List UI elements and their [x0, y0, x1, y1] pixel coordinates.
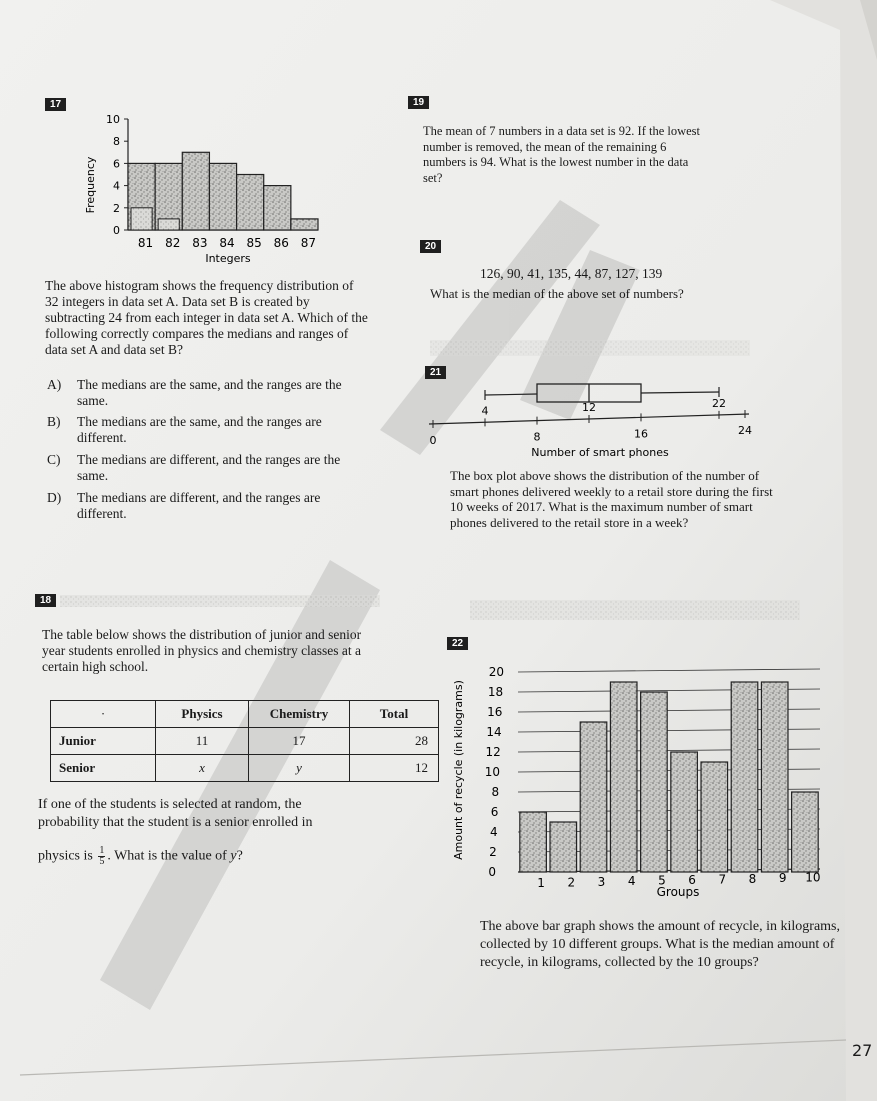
option-letter: D) [47, 490, 62, 505]
histogram-ytick-label: 10 [106, 113, 120, 126]
recycle-ytick-label: 18 [487, 685, 504, 699]
q18-question-prefix: physics is [38, 848, 93, 864]
histogram-xtick-label: 82 [165, 236, 181, 250]
cell-junior-chemistry: 17 [249, 728, 350, 755]
option-letter: C) [47, 452, 61, 467]
q20-stem: What is the median of the above set of numbers? [430, 286, 684, 301]
recycle-xtick-label: 7 [718, 872, 727, 887]
q21-stem: The box plot above shows the distribution of the number of smart phones delivered weekly to a retail store during the first 10 weeks of 2017. What is the maximum number of smart phones delivered to the retail store in a week? [450, 468, 773, 530]
recycle-bar-group-4 [610, 682, 637, 872]
recycle-bar-group-10 [792, 792, 819, 872]
boxplot-tick-label: 0 [429, 434, 437, 447]
recycle-xtick-label: 8 [748, 871, 757, 886]
q17-stem: The above histogram shows the frequency distribution of 32 integers in data set A. Data set B is created by subtracting 24 from each integer in data set A. Which of the following correctly compares the medians and ranges of data set A and data set B? [45, 278, 368, 357]
frequency-histogram [80, 105, 410, 275]
recycle-ytick-label: 16 [487, 705, 503, 719]
histogram-bar-86 [264, 186, 291, 230]
recycle-xtick-label: 3 [597, 874, 606, 889]
boxplot-tick-label: 4 [481, 404, 489, 418]
cell-senior-physics: x [156, 755, 249, 782]
q17-option-a[interactable] [47, 377, 367, 409]
recycle-bar-graph [448, 650, 828, 900]
q18-question-line-3 [38, 846, 398, 867]
histogram-bar-87 [291, 219, 318, 230]
cell-junior-total: 28 [350, 728, 439, 755]
histogram-ytick-label: 0 [113, 224, 120, 237]
recycle-bar-group-3 [580, 722, 607, 872]
histogram-xtick-label: 84 [219, 236, 235, 250]
boxplot-left-whisker [485, 394, 537, 395]
row-label-junior: Junior [51, 728, 156, 755]
page-number: 27 [852, 1041, 873, 1060]
histogram-xtick-label: 83 [192, 236, 208, 250]
recycle-bar-group-9 [761, 682, 788, 872]
histogram-ytick-label: 6 [113, 157, 120, 171]
recycle-xtick-label: 5 [658, 873, 666, 888]
option-text: The medians are different, and the ranges are different. [77, 490, 321, 521]
q18-question-end: ? [236, 848, 243, 864]
histogram-bar-83 [182, 152, 209, 230]
question-number-19: 19 [408, 96, 429, 109]
question-number-21: 21 [425, 366, 446, 379]
boxplot-tick-label: 24 [738, 424, 752, 437]
histogram-ytick-label: 2 [113, 201, 120, 215]
boxplot-tick-label: 16 [634, 427, 648, 441]
q18-question-line-2: probability that the student is a senior enrolled in [38, 815, 313, 830]
cell-senior-total: 12 [350, 755, 439, 782]
boxplot-tick-label: 8 [533, 430, 541, 444]
recycle-ytick-label: 2 [489, 845, 497, 859]
histogram-bar-84 [209, 163, 236, 230]
histogram-ytick-label: 4 [113, 179, 120, 193]
histogram-xtick-label: 87 [300, 236, 317, 250]
recycle-xtick-label: 6 [688, 873, 696, 887]
recycle-xtick-label: 1 [537, 876, 545, 890]
question-number-18: 18 [35, 594, 56, 607]
q19-stem: The mean of 7 numbers in a data set is 92. If the lowest number is removed, the mean of the remaining 6 numbers is 94. What is the lowest number in the data set? [423, 124, 701, 185]
recycle-bar-group-7 [701, 762, 728, 872]
recycle-ytick-label: 4 [489, 825, 498, 839]
q17-option-d[interactable] [47, 490, 367, 522]
fraction-denominator: 5 [99, 856, 105, 867]
header-physics: Physics [156, 701, 249, 728]
table-row-junior [51, 728, 439, 755]
table-corner-cell: · [51, 701, 156, 728]
recycle-ytick-label: 10 [484, 765, 500, 779]
recycle-ytick-label: 14 [486, 725, 502, 739]
option-letter: B) [47, 414, 61, 429]
boxplot-tick-label: 22 [712, 396, 726, 410]
q18-variable: y [230, 848, 237, 864]
boxplot-xlabel: Number of smart phones [531, 446, 669, 459]
recycle-xtick-label: 2 [567, 875, 576, 890]
q17-option-b[interactable] [47, 414, 367, 446]
recycle-ytick-label: 12 [485, 745, 501, 759]
q20-data-line: 126, 90, 41, 135, 44, 87, 127, 139 [480, 266, 663, 281]
boxplot-tick-label: 12 [582, 401, 596, 414]
q22-stem: The above bar graph shows the amount of recycle, in kilograms, collected by 10 different groups. What is the median amount of recycle, in kilograms, collected by the 10 groups? [480, 919, 841, 970]
smart-phones-box-plot [415, 370, 775, 465]
enrollment-table [50, 700, 439, 782]
recycle-xtick-label: 4 [627, 874, 636, 889]
recycle-bar-group-2 [550, 822, 577, 872]
histogram-xtick-label: 81 [137, 236, 154, 250]
histogram-ylabel: Frequency [84, 156, 97, 214]
q17-option-c[interactable] [47, 452, 367, 484]
histogram-ytick-label: 8 [113, 135, 120, 149]
recycle-xlabel: Groups [656, 885, 700, 899]
option-text: The medians are different, and the ranges are the same. [77, 452, 341, 483]
option-text: The medians are the same, and the ranges are different. [77, 414, 322, 445]
q18-question-line-1: If one of the students is selected at random, the [38, 797, 302, 812]
question-number-17: 17 [45, 98, 66, 111]
recycle-ytick-label: 0 [488, 865, 496, 879]
cell-junior-physics: 11 [156, 728, 249, 755]
histogram-xtick-label: 85 [246, 236, 262, 250]
fraction-one-fifth [98, 846, 105, 867]
recycle-ytick-label: 8 [491, 785, 500, 799]
recycle-gridline [518, 669, 820, 672]
boxplot-right-whisker [641, 392, 719, 393]
row-label-senior: Senior [51, 755, 156, 782]
option-text: The medians are the same, and the ranges are the same. [77, 377, 342, 408]
recycle-ytick-label: 6 [490, 805, 499, 819]
q18-stem: The table below shows the distribution of junior and senior year students enrolled in physics and chemistry classes at a certain high school. [42, 627, 362, 674]
recycle-xtick-label: 10 [805, 870, 821, 885]
recycle-bar-group-5 [641, 692, 668, 872]
recycle-bar-group-1 [520, 812, 547, 872]
histogram-xtick-label: 86 [273, 236, 289, 250]
table-row-senior [51, 755, 439, 782]
question-number-22: 22 [447, 637, 468, 650]
q18-question-middle: . What is the value of [107, 848, 227, 864]
histogram-bar-85 [237, 175, 264, 231]
table-header-row [51, 701, 439, 728]
fraction-numerator: 1 [99, 845, 105, 856]
histogram-inner-bar-82 [158, 219, 179, 230]
recycle-ytick-label: 20 [488, 665, 504, 679]
cell-senior-chemistry: y [249, 755, 350, 782]
recycle-ylabel: Amount of recycle (in kilograms) [452, 680, 465, 860]
recycle-xtick-label: 9 [778, 871, 787, 886]
recycle-bar-group-8 [731, 682, 758, 872]
header-total: Total [350, 701, 439, 728]
histogram-xlabel: Integers [205, 252, 251, 265]
header-chemistry: Chemistry [249, 701, 350, 728]
histogram-inner-bar-81 [131, 208, 152, 230]
recycle-bar-group-6 [671, 752, 698, 872]
question-number-20: 20 [420, 240, 441, 253]
option-letter: A) [47, 377, 62, 392]
